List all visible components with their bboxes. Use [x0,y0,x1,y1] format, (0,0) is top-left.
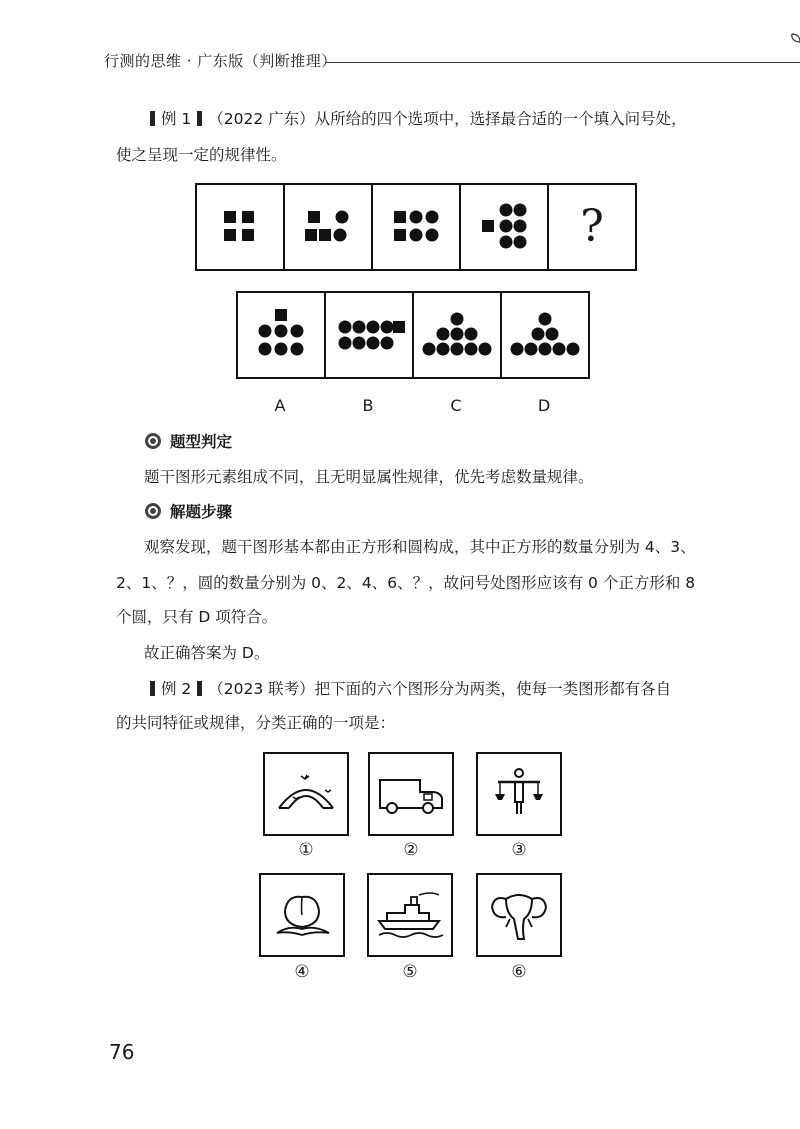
question-figure-4 [461,185,549,269]
running-header [104,46,724,76]
sprout-icon [790,32,800,62]
steps-line2: 2、1、？，圆的数量分别为 0、2、4、6、？，故问号处图形应该有 0 个正方形和 8 [116,574,696,592]
figure-2-truck [368,752,454,836]
section-type-title: 题型判定 [170,433,233,451]
question-mark: ? [580,201,604,252]
answer-line: 故正确答案为 D。 [144,644,270,662]
section-steps-heading [144,500,232,522]
options-row [236,291,590,379]
tag-mark-right [197,681,202,696]
figure-5-ship [367,873,453,957]
header-title: 行测的思维 · 广东版（判断推理） [104,52,337,70]
tag-mark-left [150,681,155,696]
tag-mark-left [150,111,155,126]
steps-line3: 个圆，只有 D 项符合。 [116,608,278,626]
question-figure-2 [285,185,373,269]
example2-tag: 例 2 [161,680,192,698]
option-figure-d[interactable] [502,293,588,377]
question-row [195,183,637,271]
option-label-b[interactable]: B [362,396,374,415]
header-rule [326,62,800,63]
example1-line1 [144,104,687,135]
option-label-c[interactable]: C [450,396,462,415]
steps-line1: 观察发现，题干图形基本都由正方形和圆构成，其中正方形的数量分别为 4、3、 [144,538,696,556]
figure-3-scale-person [476,752,562,836]
option-labels [236,396,588,415]
option-label-a[interactable]: A [274,396,286,415]
gear-badge-icon [144,432,162,450]
figure-label-1: ① [298,840,314,860]
example1-text-1: （2022 广东）从所给的四个选项中，选择最合适的一个填入问号处， [208,110,687,128]
section-steps-title: 解题步骤 [170,503,233,521]
option-figure-c[interactable] [414,293,502,377]
figure-label-4: ④ [294,962,310,982]
example1-tag: 例 1 [161,110,192,128]
figure-1-bridge [263,752,349,836]
gear-badge-icon [144,502,162,520]
question-figure-3 [373,185,461,269]
example2-line1 [144,674,671,705]
question-figure-1 [197,185,285,269]
figure-label-5: ⑤ [402,962,418,982]
option-figure-a[interactable] [238,293,326,377]
figure-label-6: ⑥ [511,962,527,982]
figure-4-peach [259,873,345,957]
figure-label-3: ③ [511,840,527,860]
figure-label-2: ② [403,840,419,860]
figure-6-elephant [476,873,562,957]
example2-text-1: （2023 联考）把下面的六个图形分为两类，使每一类图形都有各自 [208,680,672,698]
option-label-d[interactable]: D [537,396,551,415]
section-type-text: 题干图形元素组成不同，且无明显属性规律，优先考虑数量规律。 [144,468,594,486]
tag-mark-right [197,111,202,126]
section-type-heading [144,430,232,452]
option-figure-b[interactable] [326,293,414,377]
question-mark-cell [549,185,635,269]
example2-line2: 的共同特征或规律，分类正确的一项是： [116,714,396,732]
example1-line2: 使之呈现一定的规律性。 [116,146,287,164]
page-number: 76 [109,1040,135,1064]
